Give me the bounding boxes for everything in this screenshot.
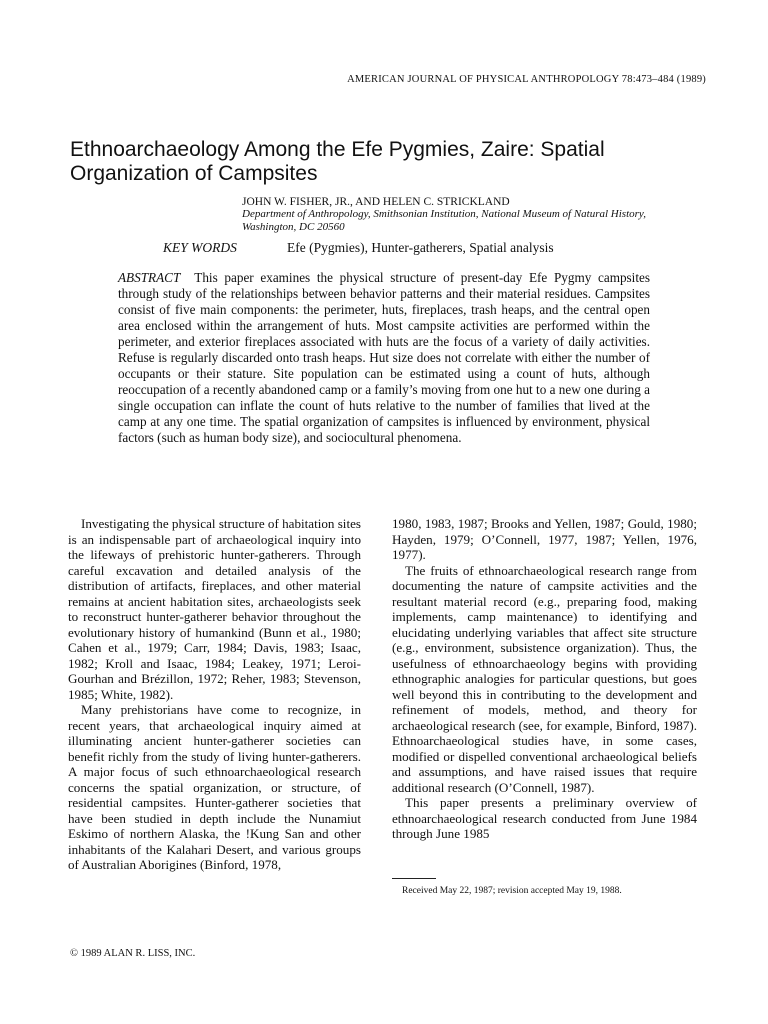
journal-header: AMERICAN JOURNAL OF PHYSICAL ANTHROPOLOGY 78:473–484 (1989): [347, 74, 706, 85]
paragraph: The fruits of ethnoarchaeological research range from documenting the nature of campsite activities and the resultant material record (e.g., preparing food, making implements, camp maintenance) to identifying and elucidating underlying variables that affect site structure (e.g., environment, subsistence organization). Thus, the usefulness of ethnoarchaeology begins with providing ethnographic analogies for particular questions, but goes well beyond this in contributing to the development and refinement of models, method, and theory for archaeological research (see, for example, Binford, 1987). Ethnoarchaeological studies have, in some cases, modified or dispelled conventional archaeological beliefs and assumptions, and have raised issues that require additional research (O’Connell, 1987).: [392, 562, 697, 795]
authors: JOHN W. FISHER, JR., AND HELEN C. STRICKLAND: [242, 196, 510, 208]
copyright: © 1989 ALAN R. LISS, INC.: [70, 948, 196, 959]
abstract-label: ABSTRACT: [118, 270, 181, 285]
affiliation: Department of Anthropology, Smithsonian Institution, National Museum of Natural History, Washington, DC 20560: [242, 208, 646, 233]
paragraph: Investigating the physical structure of habitation sites is an indispensable part of archaeological inquiry into the lifeways of prehistoric hunter-gatherers. Through careful excavation and detailed analysis of the distribution of artifacts, fireplaces, and other material remains at ancient habitation sites, archaeologists seek to reconstruct hunter-gatherer behavior throughout the evolutionary history of humankind (Bunn et al., 1980; Cahen et al., 1979; Carr, 1984; Davis, 1983; Isaac, 1982; Kroll and Isaac, 1984; Leakey, 1971; Leroi-Gourhan and Brézillon, 1972; Reher, 1983; Stevenson, 1985; White, 1982).: [68, 516, 361, 702]
body-right-column: [392, 516, 697, 842]
keywords: Efe (Pygmies), Hunter-gatherers, Spatial analysis: [287, 240, 554, 255]
article-title: Ethnoarchaeology Among the Efe Pygmies, Zaire: Spatial Organization of Campsites: [70, 138, 605, 185]
keywords-label: KEY WORDS: [163, 240, 237, 255]
abstract-text: This paper examines the physical structure of present-day Efe Pygmy campsites through study of the relationships between behavior patterns and their material residues. Campsites consist of five main components: the perimeter, huts, fireplaces, trash heaps, and the central open area enclosed within the arrangement of huts. Most campsite activities are performed within the perimeter, and exterior fireplaces associated with huts are the focus of a variety of daily activities. Refuse is regularly discarded onto trash heaps. Hut size does not correlate with either the number of occupants or their stature. Site population can be estimated using a count of huts, although reoccupation of a recently abandoned camp or a family’s moving from one hut to a new one during a single occupation can inflate the count of huts relative to the number of families that lived at the camp at any one time. The spatial organization of campsites is influenced by environment, physical factors (such as human body size), and sociocultural phenomena.: [118, 270, 650, 445]
received-note: Received May 22, 1987; revision accepted May 19, 1988.: [402, 886, 622, 896]
footnote-rule: [392, 878, 436, 879]
body-left-column: [68, 516, 361, 873]
paragraph: 1980, 1983, 1987; Brooks and Yellen, 1987; Gould, 1980; Hayden, 1979; O’Connell, 1977, 1987; Yellen, 1976, 1977).: [392, 516, 697, 562]
paragraph: Many prehistorians have come to recognize, in recent years, that archaeological inquiry aimed at illuminating ancient hunter-gatherer societies can benefit richly from the study of living hunter-gatherers. A major focus of such ethnoarchaeological research concerns the spatial organization, or structure, of residential campsites. Hunter-gatherer societies that have been studied in depth include the Nunamiut Eskimo of northern Alaska, the !Kung San and other inhabitants of the Kalahari Desert, and various groups of Australian Aborigines (Binford, 1978,: [68, 702, 361, 872]
paragraph: This paper presents a preliminary overview of ethnoarchaeological research conducted from June 1984 through June 1985: [392, 795, 697, 841]
abstract: [118, 270, 650, 446]
